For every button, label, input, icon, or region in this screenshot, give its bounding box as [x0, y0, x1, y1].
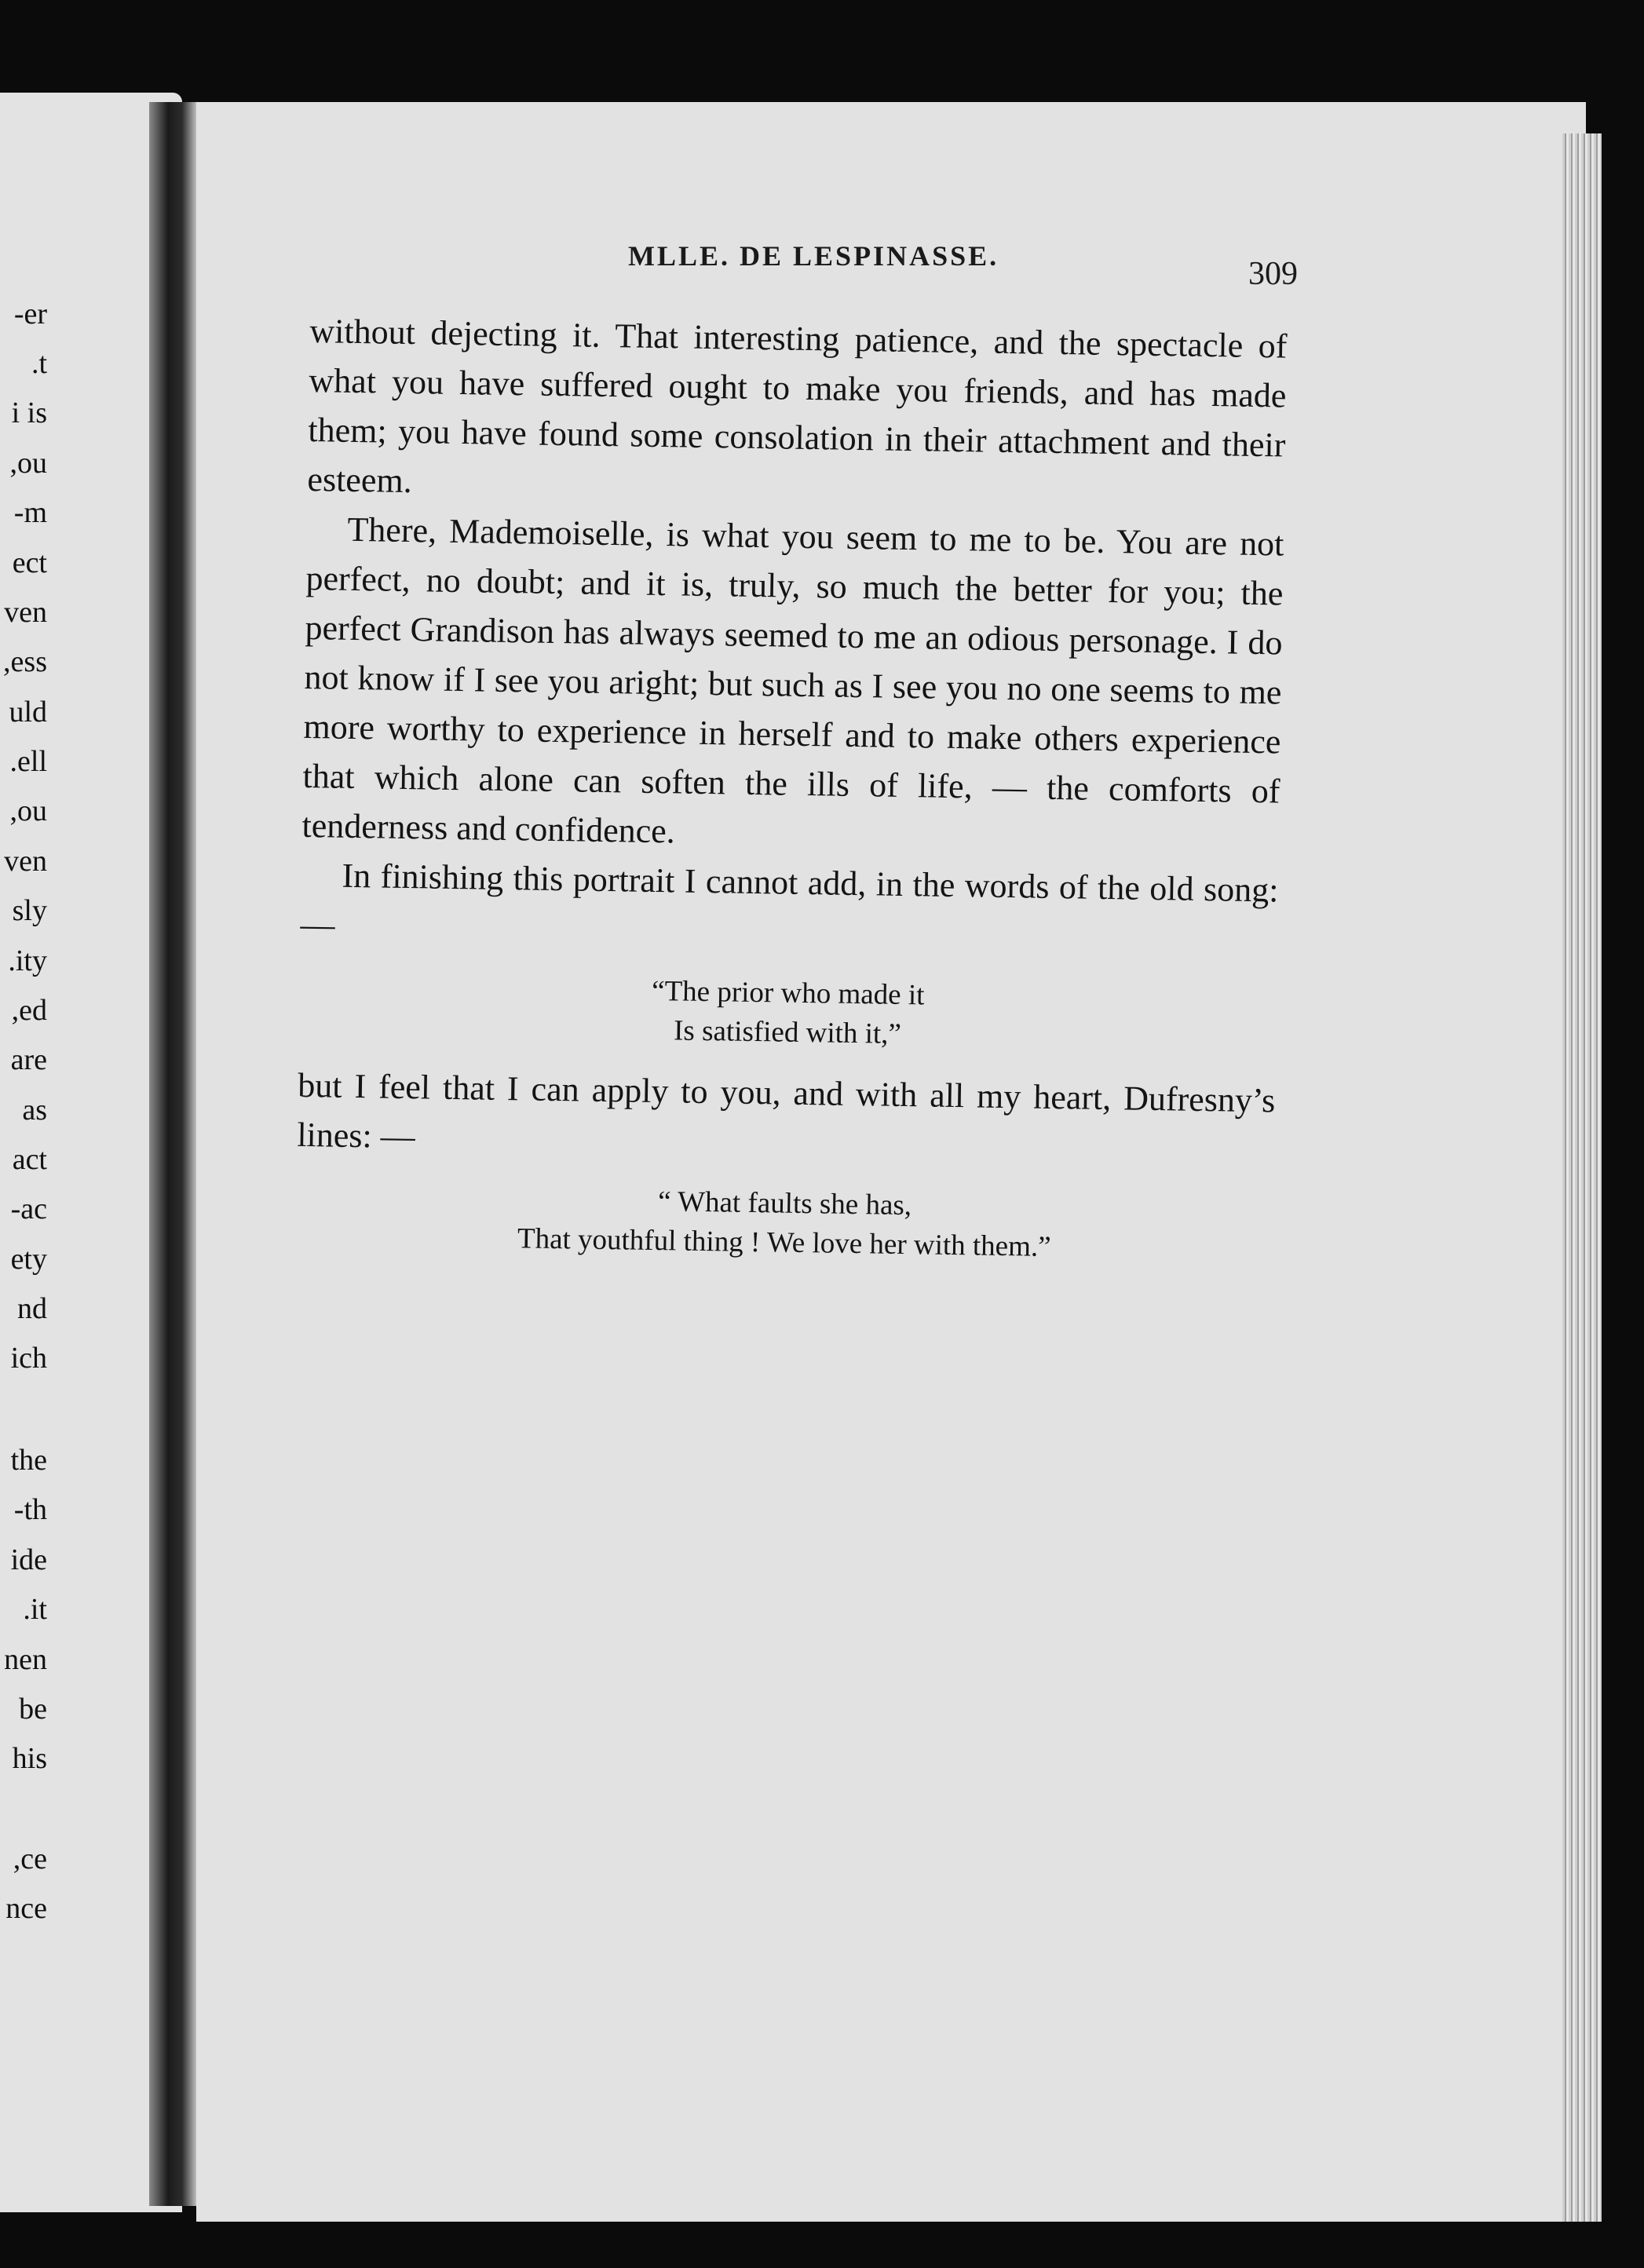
left-page-fragment: be [19, 1693, 47, 1726]
left-page-fragment: the [10, 1444, 47, 1477]
left-page-fragment: ich [10, 1342, 47, 1375]
left-page-fragment: ac- [10, 1192, 47, 1225]
left-page-fragment: ven [4, 845, 47, 878]
left-page-fragment: ed, [11, 994, 47, 1027]
left-page-fragment: ell. [9, 745, 47, 778]
left-page-fragment: it. [23, 1593, 47, 1626]
left-page-fragment: ou, [9, 794, 47, 827]
left-page-fragment: er- [13, 298, 47, 331]
left-page-fragment: uld [9, 696, 47, 729]
left-page-fragment: m- [13, 496, 47, 529]
book-gutter [149, 102, 196, 2206]
verse-quote [298, 966, 1277, 1061]
page-number: 309 [1248, 256, 1298, 292]
left-page-fragment: ity. [8, 944, 47, 977]
left-page-fragment: nd [17, 1292, 47, 1325]
verse-quote [295, 1177, 1273, 1271]
left-page-fragment: his [12, 1742, 47, 1775]
left-page-fragment: nen [4, 1643, 47, 1676]
page-body [295, 306, 1288, 1286]
left-page-fragment: act [12, 1143, 47, 1176]
left-page-fragment: th- [13, 1493, 47, 1526]
left-page-fragment: nce [5, 1892, 47, 1925]
left-page-fragment: ect [12, 546, 47, 579]
verse-line: “The prior who made it [651, 974, 925, 1012]
left-page-fragment: ou, [9, 447, 47, 480]
left-page-fragment: ven [4, 596, 47, 629]
left-page-fragment: ety [10, 1243, 47, 1276]
paragraph: There, Mademoiselle, is what you seem to me to be. You are not perfect, no doubt; and it is, truly, so much the better for you; the perfect Grandison has always seemed to me an odious personage. I do not know if I see you aright; but such as I see you no one seems to me more worthy to experience in herself and to make others experience that which alone can soften the ills of life, — the comforts of tenderness and confidence. [301, 509, 1284, 851]
left-page-fragment: ide [10, 1543, 47, 1576]
left-page-fragment: are [10, 1043, 47, 1076]
left-page-fragment: as [22, 1094, 47, 1127]
left-page-fragment: ess, [3, 645, 47, 678]
paragraph: but I feel that I can apply to you, and with all my heart, Dufresny’s lines: — [297, 1065, 1276, 1156]
verse-line: Is satisfied with it,” [673, 1014, 902, 1050]
left-page-fragment: i is [11, 396, 47, 429]
left-page-fragment: ce, [13, 1843, 47, 1875]
running-title: MLLE. DE LESPINASSE. [628, 240, 999, 272]
paragraph: without dejecting it. That interesting patience, and the spectacle of what you have suffered ought to make you friends, and has made them; you have found some consolation in their attachment and their esteem. [307, 311, 1288, 501]
left-page-fragment: t. [31, 347, 47, 380]
paragraph: In finishing this portrait I cannot add, in the words of the old song: — [300, 856, 1279, 944]
verse-line: That youthful thing ! We love her with them.” [517, 1222, 1051, 1263]
page-edges [1562, 133, 1602, 2222]
verse-line: “ What faults she has, [657, 1185, 912, 1222]
left-page-fragment: sly [12, 894, 47, 927]
